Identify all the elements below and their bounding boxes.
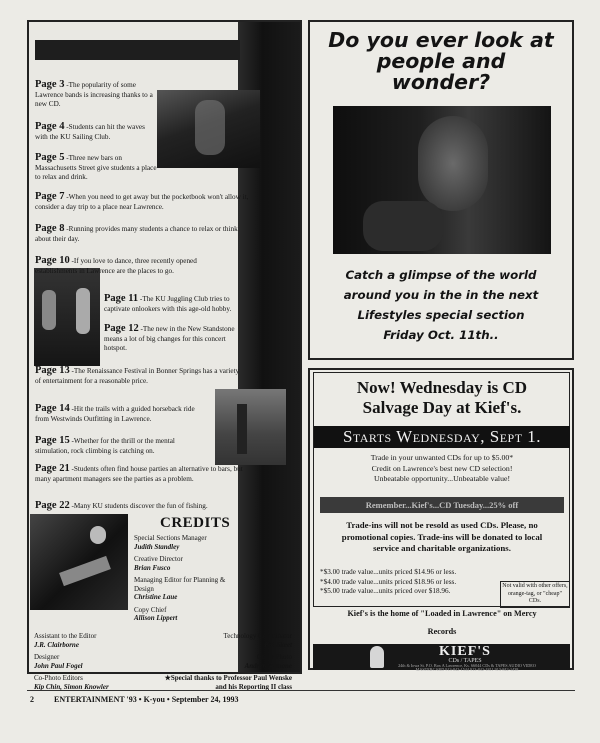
- credit-name: Bill Skeet: [264, 640, 292, 649]
- credit-role: Copy Chief: [134, 605, 167, 614]
- body-line: Friday Oct. 11th..: [383, 328, 499, 342]
- offer-line: Unbeatable opportunity...Unbeatable value!: [373, 474, 511, 483]
- toc-entry: Page 10 -If you love to dance, three recently opened establishments in Lawrence are the places to go.: [35, 255, 197, 275]
- starts-banner: Starts Wednesday, Sept 1.: [314, 426, 570, 448]
- headline-line: wonder?: [391, 70, 491, 94]
- credits-title: CREDITS: [160, 515, 231, 531]
- credit-name: Andrew Armone: [244, 661, 292, 670]
- offer-line: Credit on Lawrence's best new CD selection!: [371, 463, 513, 473]
- toc-entry: Page 5 -Three new bars on Massachusetts Street give students a place to relax and drink.: [35, 152, 157, 181]
- photo-guitarist: [30, 514, 128, 610]
- body-line: Catch a glimpse of the world: [345, 268, 537, 282]
- contents-header-bar: [35, 40, 240, 60]
- not-valid-box: Not valid with other offers, orange-tag, or "cheap" CDs.: [500, 581, 570, 608]
- home-line: Kief's is the home of "Loaded in Lawrence" on Mercy: [347, 609, 537, 618]
- toc-entry: Page 11 -The KU Juggling Club tries to captivate onlookers with this age-old hobby.: [104, 293, 232, 313]
- trade-value-line: *$5.00 trade value...units priced over $18.96.: [320, 587, 451, 595]
- headline-line: people and: [376, 49, 506, 73]
- trade-value-line: *$4.00 trade value...units priced $18.96 or less.: [320, 577, 457, 586]
- toc-entry: Page 4 -Students can hit the waves with the KU Sailing Club.: [35, 121, 145, 141]
- credit-item: [134, 576, 238, 602]
- credit-role: Co-Photo Editors: [34, 674, 83, 682]
- credit-name: Allison Lippert: [134, 614, 178, 622]
- address-line: 24th & Iowa St. P.O. Box A Lawrence, Ks. 66044: [398, 663, 482, 668]
- credit-name: J.R. Clairborne: [34, 640, 79, 649]
- trade-values: [320, 568, 498, 597]
- credit-role: Cover Photo: [256, 653, 292, 661]
- photo-jugglers: [34, 268, 100, 366]
- kiefs-logo-text: KIEF'S: [439, 644, 491, 659]
- headline-line: Salvage Day at Kief's.: [362, 398, 522, 417]
- footer-rule: [27, 690, 575, 691]
- toc-entry: Page 14 -Hit the trails with a guided horseback ride from Westwinds Outfitting in Lawrence.: [35, 403, 195, 423]
- records-line: Records: [427, 627, 457, 636]
- credit-item: [134, 534, 238, 551]
- remember-banner: Remember...Kief's...CD Tuesday...25% off: [320, 497, 564, 513]
- page-number: 2: [30, 695, 34, 704]
- credit-role: Managing Editor for Planning & Design: [134, 576, 226, 593]
- lifestyles-body: [310, 265, 572, 345]
- kiefs-address: [392, 664, 542, 672]
- credit-name: John Paul Fogel: [34, 661, 83, 670]
- credit-name: Judith Standley: [134, 542, 180, 551]
- toc-entry: Page 13 -The Renaissance Festival in Bonner Springs has a variety of entertainment for a reasonable price.: [35, 365, 240, 385]
- offer-line: Trade in your unwanted CDs for up to $5.00*: [370, 453, 514, 462]
- credit-role: Special Sections Manager: [134, 534, 207, 542]
- services-line: CDs & TAPES AUDIO VIDEO MASTERCARD: [415, 663, 536, 672]
- phone-line: 913-842-1544 913-842-1811 913-842-1438: [445, 667, 519, 672]
- toc-entry: Page 15 -Whether for the thrill or the mental stimulation, rock climbing is catching on.: [35, 435, 175, 455]
- trade-value-line: *$3.00 trade value...units priced $14.96 or less.: [320, 568, 457, 576]
- toc-entry: Page 22 -Many KU students discover the fun of fishing.: [35, 500, 208, 511]
- lifestyles-headline: [310, 30, 572, 93]
- kiefs-headline: [314, 378, 570, 418]
- credits-bottom-left: [34, 632, 154, 691]
- credit-role: Assistant to the Editor: [34, 632, 97, 640]
- photo-man-looking: [333, 106, 551, 254]
- credit-item: [134, 606, 238, 623]
- credit-name: Christine Laue: [134, 593, 178, 601]
- credit-name: Kip Chin, Simon Knowler: [34, 682, 109, 691]
- credit-name: Brian Fusco: [134, 563, 171, 572]
- page-footer: [30, 695, 238, 704]
- photo-band: [157, 90, 260, 168]
- body-line: Lifestyles special section: [357, 308, 525, 322]
- credit-role: Designer: [34, 653, 60, 661]
- tradein-note: [314, 520, 570, 555]
- credits-list: [134, 534, 238, 623]
- credits-bottom-right: [160, 632, 292, 691]
- credit-note: ★Special thanks to Professor Paul Wenske and his Reporting II class: [164, 674, 292, 691]
- toc-entry: Page 21 -Students often find house parties an alternative to bars, but many apartment managers see the parties as a problem.: [35, 463, 243, 483]
- guitar-icon: [370, 646, 384, 668]
- credit-role: Creative Director: [134, 555, 183, 563]
- tradein-line: promotional copies. Trade-ins will be donated to local: [341, 531, 543, 542]
- kiefs-offer: [314, 453, 570, 485]
- tradein-line: Trade-ins will not be resold as used CDs. Please, no: [346, 520, 538, 530]
- kiefs-logo-sub: CDs / TAPES: [448, 658, 482, 664]
- photo-horseback-rider: [215, 389, 286, 465]
- headline-line: Do you ever look at: [328, 28, 554, 52]
- toc-entry: Page 3 -The popularity of some Lawrence bands is increasing thanks to a new CD.: [35, 79, 153, 108]
- credit-role: Technology Coordinator: [223, 632, 292, 640]
- toc-entry: Page 12 -The new in the New Standstone means a lot of big changes for this concert hotspot.: [104, 323, 235, 352]
- toc-entry: Page 8 -Running provides many students a chance to relax or think about their day.: [35, 223, 238, 243]
- credit-item: [134, 555, 238, 572]
- headline-line: Now! Wednesday is CD: [356, 378, 528, 397]
- publication-line: ENTERTAINMENT '93 • K-you • September 24, 1993: [54, 695, 239, 704]
- tradein-line: service and charitable organizations.: [373, 543, 511, 553]
- toc-entry: Page 7 -When you need to get away but the pocketbook won't allow it, consider a day trip to a place near Lawrence.: [35, 191, 249, 211]
- body-line: around you in the in the next: [343, 288, 539, 302]
